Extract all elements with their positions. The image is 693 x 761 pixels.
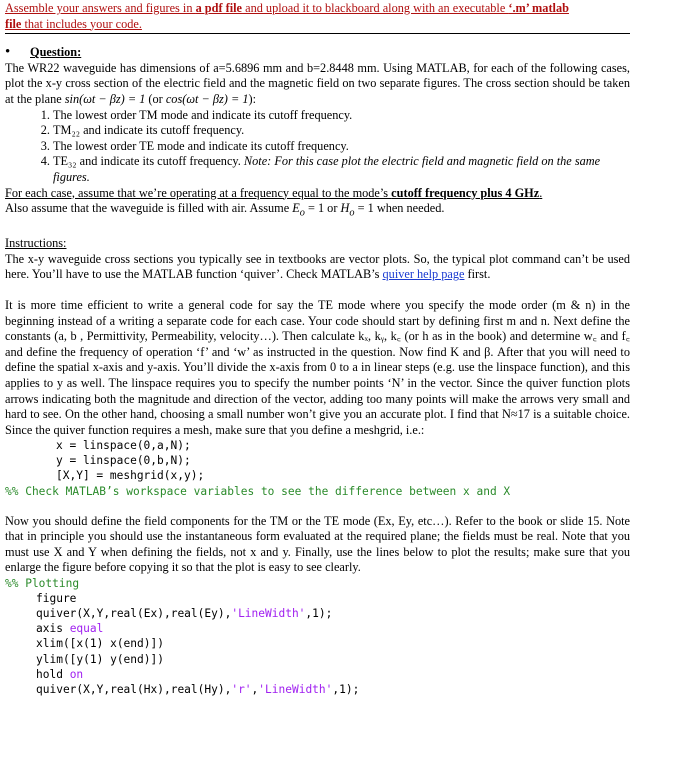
- code-line: ylim([y(1) y(end)]): [36, 652, 164, 666]
- code-line: hold on: [36, 667, 84, 681]
- bullet-icon: •: [5, 44, 11, 61]
- code-line: quiver(X,Y,real(Ex),real(Ey),'LineWidth',1);: [36, 607, 333, 621]
- header-matlab: ‘.m’ matlab: [508, 1, 569, 15]
- header-divider: [5, 33, 630, 34]
- spacer: [5, 283, 630, 298]
- air-assumption: Also assume that the waveguide is filled with air. Assume $E_o = 1$ or $H_o = 1$ when needed.: [5, 201, 445, 219]
- code-line: [X,Y] = meshgrid(x,y);: [56, 469, 205, 483]
- cutoff-plus-4ghz: cutoff frequency plus 4 GHz: [391, 185, 540, 200]
- quiver-help-link[interactable]: quiver help page: [382, 267, 465, 282]
- code-line: y = linspace(0,b,N);: [56, 454, 191, 468]
- header-pdf: a pdf file: [195, 1, 243, 15]
- code-comment: %% Plotting: [5, 577, 80, 591]
- question-intro: The WR22 waveguide has dimensions of a=5.6896 mm and b=2.8448 mm. Using MATLAB, for each of the following cases, plot the x-y cross section of the electric field and the magnetic field on two separate figures. The cross section should be taken at the plane sin(ωt − βz) = 1 (or cos(ωt − βz) = 1):: [5, 60, 630, 106]
- plane-equation-alt: cos(ωt − βz) = 1: [165, 91, 249, 106]
- instructions-paragraph-2: It is more time efficient to write a general code for say the TE mode where you specify the mode order (m & n) in the beginning instead of a writing a separate code for each case. Your code should start by defining first m and n. Next define the constants (a, b , Permittivity, Permeability, velocity…). Then calculate kₓ, kᵧ, k꜀ (or h as in the book) and determine w꜀ and f꜀ and define the frequency of operation ‘f’ and ‘w’ as instructed in the question. Now find K and β. After that you will need to define the spatial x-axis and y-axis. You’ll divide the x-axis from 0 to a in linear steps (e.g. use the linspace function), and this applies to y as well. The linspace requires you to specify the number points ‘N’ in the vector. Since the quiver function plots arrows indicating both the magnitude and direction of the vector, adding too many points will make the arrows very small and hard to see. On the other hand, choosing a small number won’t give you an accurate plot. I find that N≈17 is a suitable choice. Since the quiver function requires a mesh, make sure that you define a meshgrid, i.e.:: [5, 297, 630, 437]
- instructions-paragraph-3: Now you should define the field components for the TM or the TE mode (Ex, Ey, etc…). Refer to the book or slide 15. Note that in principle you should use the instantaneous form evaluated at the required plane; the fields must be real. Note that you must use X and Y when defining the fields, not x and y. Finally, use the lines below to plot the results; make sure that you enlarge the figure before copying it so that the plot is easy to see clearly.: [5, 513, 630, 575]
- code-line: xlim([x(1) x(end)]): [36, 637, 164, 651]
- code-line: quiver(X,Y,real(Hx),real(Hy),'r','LineWidth',1);: [36, 682, 360, 696]
- code-comment: %% Check MATLAB’s workspace variables to see the difference between x and X: [5, 484, 511, 498]
- task-item: 4. TE₃₂ and indicate its cutoff frequency. Note: For this case plot the electric field and magnetic field on the same figures.: [53, 154, 630, 185]
- instructions-heading: Instructions:: [5, 236, 67, 251]
- task-list: [5, 108, 630, 186]
- code-line: figure: [36, 592, 77, 606]
- header-text: and upload it to blackboard along with an executable: [242, 1, 509, 15]
- plane-equation: sin(ωt − βz) = 1: [64, 91, 146, 106]
- case-assumption: For each case, assume that we’re operating at a frequency equal to the mode’s cutoff frequency plus 4 GHz.: [5, 185, 543, 200]
- instructions-paragraph-1: The x-y waveguide cross sections you typically see in textbooks are vector plots. So, the typical plot command can’t be used here. You’ll have to use the MATLAB function ‘quiver’. Check MATLAB’s quiver help page first.: [5, 251, 630, 282]
- question-heading: Question:: [30, 45, 82, 60]
- task-item: 3. The lowest order TE mode and indicate its cutoff frequency.: [53, 139, 630, 155]
- header-file: file: [5, 16, 22, 31]
- assignment-document: [5, 0, 630, 697]
- submission-header: [5, 1, 630, 32]
- header-text: that includes your code.: [21, 16, 142, 31]
- spacer: [5, 221, 630, 236]
- spacer: [5, 499, 630, 514]
- header-text: Assemble your answers and figures in: [5, 1, 196, 15]
- task-item: 1. The lowest order TM mode and indicate its cutoff frequency.: [53, 108, 630, 124]
- task-note: Note: For this case plot the electric field and magnetic field on the same figures.: [53, 154, 601, 184]
- question-heading-row: [5, 45, 630, 61]
- code-line: axis equal: [36, 622, 104, 636]
- code-line: x = linspace(0,a,N);: [56, 439, 191, 453]
- task-item: 2. TM₂₂ and indicate its cutoff frequency.: [53, 123, 630, 139]
